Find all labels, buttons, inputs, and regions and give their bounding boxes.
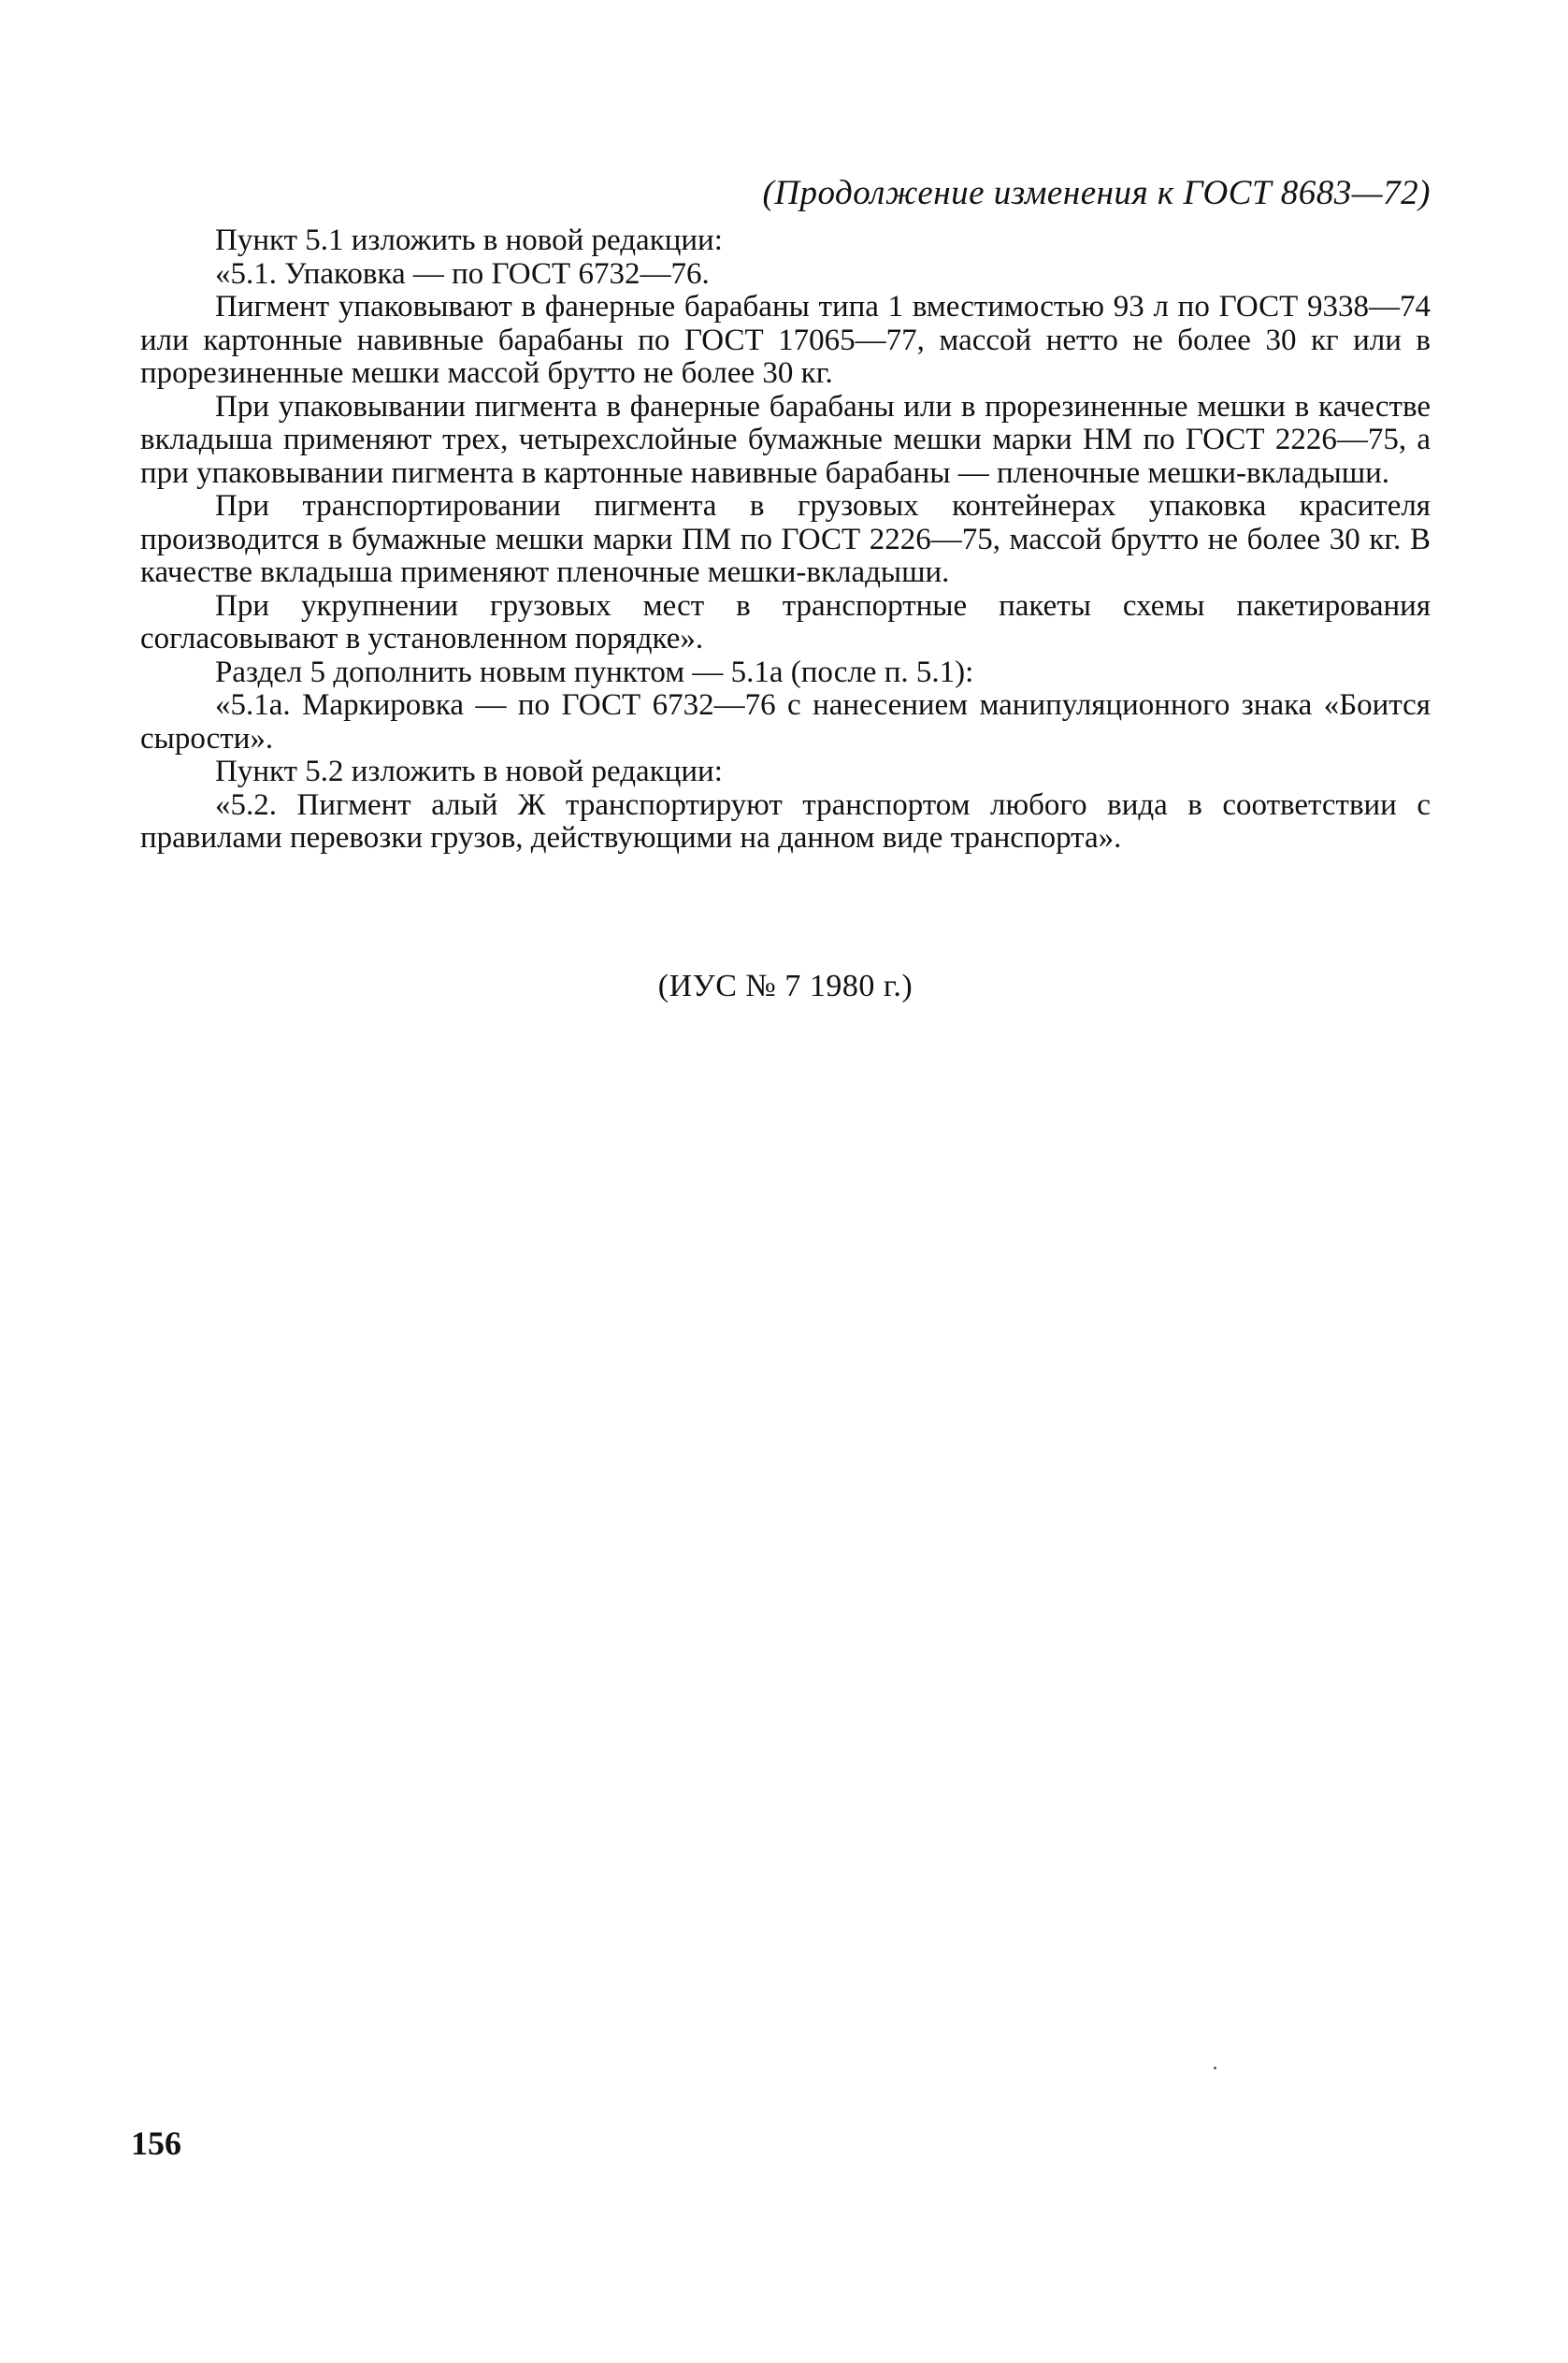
paragraph-liner-bags: При упаковывании пигмента в фанерные барабаны или в прорезиненные мешки в качестве вкладыша применяют трех, четырехслойные бумажные мешки марки НМ по ГОСТ 2226—75, а при упаковывании пигмента в картонные навивные барабаны — пленочные мешки-вкладыши. (140, 389, 1431, 490)
paragraph-packaging-standard: «5.1. Упаковка — по ГОСТ 6732—76. (215, 256, 710, 291)
page-number: 156 (131, 2125, 181, 2162)
paragraph-marking: «5.1а. Маркировка — по ГОСТ 6732—76 с нанесением манипуляционного знака «Боится сырости». (140, 688, 1431, 756)
paragraph-clause-5-2-intro: Пункт 5.2 изложить в новой редакции: (215, 755, 723, 788)
scan-speck (1214, 2067, 1216, 2069)
paragraph-section-5-addition: Раздел 5 дополнить новым пунктом — 5.1а (после п. 5.1): (215, 655, 974, 689)
paragraph-transportation: «5.2. Пигмент алый Ж транспортируют транспортом любого вида в соответствии с правилами перевозки грузов, действующими на данном виде транспорта». (140, 787, 1431, 855)
paragraph-container-transport: При транспортировании пигмента в грузовых контейнерах упаковка красителя производится в бумажные мешки марки ПМ по ГОСТ 2226—75, массой брутто не более 30 кг. В качестве вкладыша применяют пленочные мешки-вкладыши. (140, 489, 1431, 589)
paragraph-palletizing: При укрупнении грузовых мест в транспортные пакеты схемы пакетирования согласовывают в установленном порядке». (140, 588, 1431, 656)
paragraph-clause-5-1-intro: Пункт 5.1 изложить в новой редакции: (215, 223, 723, 257)
continuation-header: (Продолжение изменения к ГОСТ 8683—72) (762, 174, 1431, 212)
source-reference: (ИУС № 7 1980 г.) (657, 969, 913, 1003)
paragraph-pigment-packing: Пигмент упаковывают в фанерные барабаны типа 1 вместимостью 93 л по ГОСТ 9338—74 или картонные навивные барабаны по ГОСТ 17065—77, массой нетто не более 30 кг или в прорезиненные мешки массой брутто не более 30 кг. (140, 290, 1431, 390)
amendment-text (140, 224, 1431, 856)
